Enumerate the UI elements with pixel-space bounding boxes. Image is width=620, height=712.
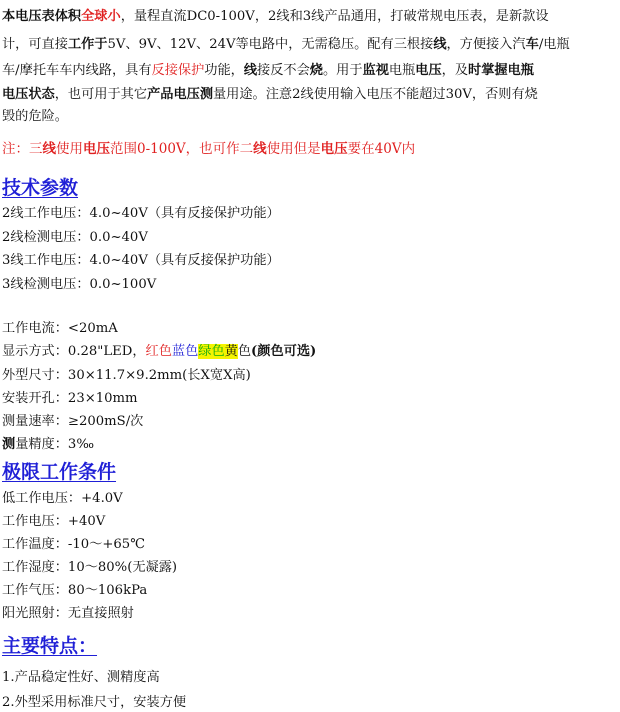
color-green-text: 绿色 bbox=[198, 344, 225, 359]
intro-text: ，方便接入汽 bbox=[446, 37, 526, 52]
section-heading-tech: 技术参数 bbox=[2, 177, 79, 199]
limit-item: 工作温度：-10～+65℃ bbox=[2, 537, 145, 552]
intro-line-1 bbox=[2, 8, 549, 26]
feature-item: 1.产品稳定性好、测精度高 bbox=[2, 670, 160, 685]
intro-bold: 烧 bbox=[309, 63, 323, 78]
intro-text: ，量程直流DC0-100V，2线和3线产品通用，打破常规电压表，是新款设 bbox=[120, 9, 549, 24]
intro-text: /电瓶 bbox=[538, 37, 570, 52]
intro-text: 。用于 bbox=[322, 63, 363, 78]
intro-text: ，及 bbox=[441, 63, 469, 78]
intro-text: 5V、9V、12V、24V等电路中，无需稳压。配有三根接 bbox=[107, 37, 434, 52]
feature-item: 2.外型采用标准尺寸，安装方便 bbox=[2, 695, 187, 710]
limit-item: 工作电压：+40V bbox=[2, 514, 106, 529]
color-red-text: 红色 bbox=[145, 344, 172, 359]
limit-item: 阳光照射：无直接照射 bbox=[2, 606, 134, 621]
spec-item: 2线工作电压：4.0~40V（具有反接保护功能） bbox=[2, 206, 280, 221]
intro-line-5 bbox=[2, 108, 68, 126]
limit-item: 工作气压：80～106kPa bbox=[2, 583, 148, 598]
spec-size: 外型尺寸：30×11.7×9.2mm(长X宽X高) bbox=[2, 368, 251, 383]
intro-bold: 电压 bbox=[415, 63, 442, 78]
intro-bold: 时掌握电瓶 bbox=[468, 63, 534, 78]
note-text: 要在40V内 bbox=[347, 141, 416, 157]
accuracy-text: 量精度：3‰ bbox=[15, 437, 95, 452]
intro-bold: 产品 bbox=[147, 87, 174, 102]
intro-bold: 工作于 bbox=[67, 37, 108, 52]
note-text: 注：三 bbox=[2, 141, 43, 157]
limit-item: 低工作电压：+4.0V bbox=[2, 491, 123, 506]
accuracy-bold: 测 bbox=[2, 437, 16, 452]
note-bold: 线 bbox=[42, 141, 56, 157]
intro-text: 接反不会 bbox=[257, 63, 310, 78]
intro-bold: 电压 bbox=[173, 87, 200, 102]
intro-line-4 bbox=[2, 86, 538, 104]
intro-bold: 车 bbox=[525, 37, 539, 52]
intro-text: 毁的危险。 bbox=[2, 109, 68, 124]
spec-accuracy bbox=[2, 436, 94, 454]
intro-bold: 线 bbox=[243, 63, 258, 78]
intro-line-3 bbox=[2, 62, 534, 80]
display-tail: 色 bbox=[237, 344, 252, 359]
note-bold: 电压 bbox=[83, 141, 110, 157]
intro-text: ，也可用于其它 bbox=[54, 87, 148, 102]
color-yellow-text: 黄 bbox=[224, 344, 238, 359]
display-label: 显示方式：0.28"LED， bbox=[2, 344, 146, 359]
intro-text: 功能， bbox=[204, 63, 244, 78]
color-blue-text: 蓝色 bbox=[171, 344, 199, 359]
intro-text: 计，可直接 bbox=[2, 37, 68, 52]
intro-text: 量用途。注意2线使用输入电压不能超过30V，否则有烧 bbox=[213, 87, 538, 102]
intro-line-2 bbox=[2, 36, 570, 54]
spec-item: 2线检测电压：0.0~40V bbox=[2, 230, 148, 245]
note-text: 使用 bbox=[56, 141, 83, 157]
display-color-option: (颜色可选) bbox=[251, 344, 317, 359]
note-text: 范围0-100V，也可作二 bbox=[110, 141, 254, 157]
limit-item: 工作湿度：10～80%(无凝露) bbox=[2, 560, 178, 575]
spec-rate: 测量速率：≥200mS/次 bbox=[2, 414, 144, 429]
section-heading-limits: 极限工作条件 bbox=[2, 461, 117, 483]
spec-item: 3线检测电压：0.0~100V bbox=[2, 277, 157, 292]
note-text: 使用但是 bbox=[266, 141, 321, 157]
intro-highlight: 反接保护 bbox=[151, 63, 205, 78]
intro-bold: 电压 bbox=[2, 87, 29, 102]
intro-bold: 线 bbox=[433, 37, 447, 52]
note-line bbox=[2, 140, 415, 158]
spec-item: 3线工作电压：4.0~40V（具有反接保护功能） bbox=[2, 253, 280, 268]
intro-bold: 状态 bbox=[28, 87, 55, 102]
section-heading-features: 主要特点： bbox=[2, 635, 98, 657]
spec-display bbox=[2, 343, 316, 361]
note-bold: 电压 bbox=[320, 141, 348, 157]
intro-highlight: 全球小 bbox=[81, 9, 121, 24]
spec-current: 工作电流：<20mA bbox=[2, 321, 118, 336]
intro-text: 电瓶 bbox=[388, 63, 416, 78]
spec-hole: 安装开孔：23×10mm bbox=[2, 391, 138, 406]
intro-bold: 监视 bbox=[362, 63, 389, 78]
intro-text: 车/摩托车车内线路，具有 bbox=[2, 63, 152, 78]
note-bold: 线 bbox=[253, 141, 267, 157]
intro-bold: 测 bbox=[199, 87, 213, 102]
intro-text: 本电压表体积 bbox=[2, 9, 82, 24]
